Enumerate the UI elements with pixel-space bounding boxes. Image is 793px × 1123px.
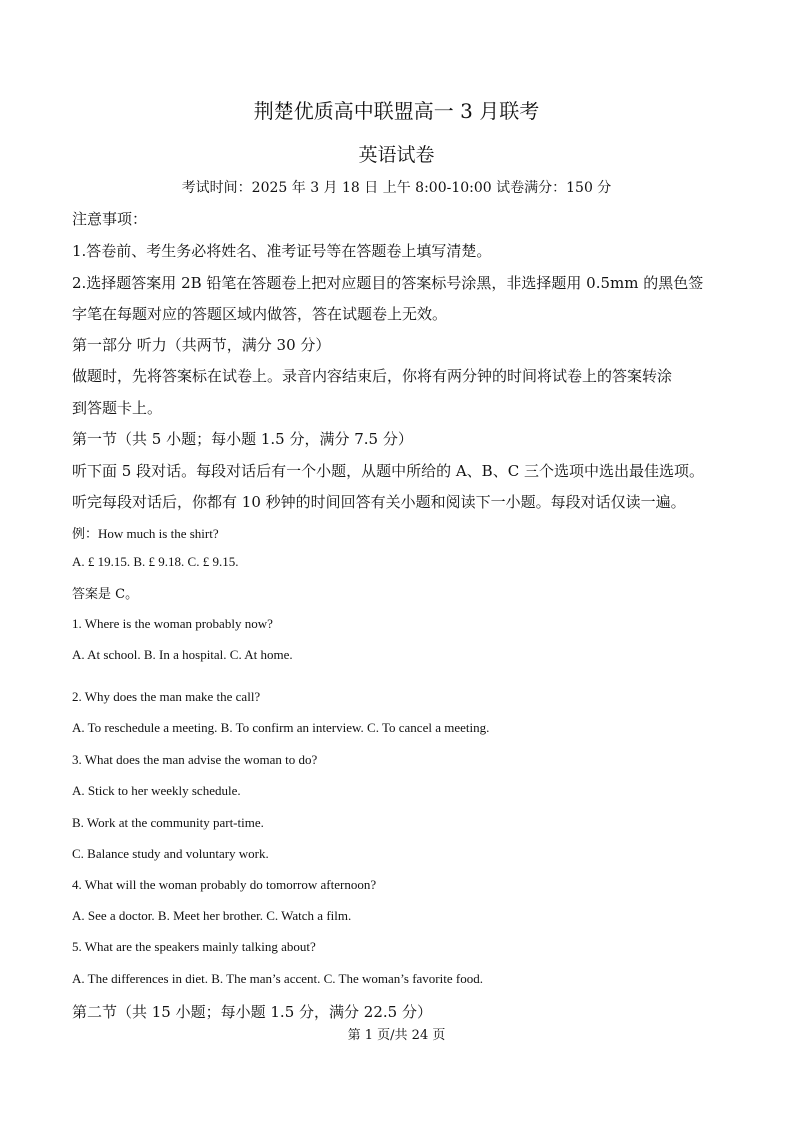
question-4-options: A. See a doctor. B. Meet her brother. C. Watch a film. <box>72 908 352 923</box>
question-3: 3. What does the man advise the woman to do? <box>72 752 318 767</box>
question-1-options: A. At school. B. In a hospital. C. At home. <box>72 647 293 662</box>
section1-instruction-line-1: 听下面 5 段对话。每段对话后有一个小题，从题中所给的 A、B、C 三个选项中选出最佳选项。 <box>72 462 704 480</box>
section1-heading: 第一节（共 5 小题；每小题 1.5 分，满分 7.5 分） <box>72 430 413 448</box>
notice-heading: 注意事项： <box>72 210 148 228</box>
exam-info: 考试时间：2025 年 3 月 18 日 上午 8:00-10:00 试卷满分：150 分 <box>181 180 612 196</box>
question-3-option-b: B. Work at the community part-time. <box>72 815 264 830</box>
part1-heading: 第一部分 听力（共两节，满分 30 分） <box>72 336 331 354</box>
question-3-option-c: C. Balance study and voluntary work. <box>72 846 269 861</box>
exam-subtitle: 英语试卷 <box>358 144 435 166</box>
part1-intro-line-2: 到答题卡上。 <box>72 399 163 417</box>
question-3-option-a: A. Stick to her weekly schedule. <box>72 783 241 798</box>
notice-item-1: 1.答卷前、考生务必将姓名、准考证号等在答题卷上填写清楚。 <box>72 242 492 260</box>
section1-instruction-line-2: 听完每段对话后，你都有 10 秒钟的时间回答有关小题和阅读下一小题。每段对话仅读一遍。 <box>72 493 686 511</box>
notice-item-2-line-2: 字笔在每题对应的答题区域内做答，答在试题卷上无效。 <box>72 305 448 323</box>
notice-item-2-line-1: 2.选择题答案用 2B 铅笔在答题卷上把对应题目的答案标号涂黑，非选择题用 0.5mm 的黑色签 <box>72 274 704 292</box>
exam-title: 荆楚优质高中联盟高一 3 月联考 <box>253 99 540 123</box>
question-1: 1. Where is the woman probably now? <box>72 616 273 631</box>
example-question: 例：How much is the shirt? <box>72 526 219 541</box>
question-4: 4. What will the woman probably do tomorrow afternoon? <box>72 877 377 892</box>
question-2-options: A. To reschedule a meeting. B. To confirm an interview. C. To cancel a meeting. <box>72 720 490 735</box>
question-2: 2. Why does the man make the call? <box>72 689 261 704</box>
part1-intro-line-1: 做题时，先将答案标在试卷上。录音内容结束后，你将有两分钟的时间将试卷上的答案转涂 <box>72 367 673 385</box>
section2-heading: 第二节（共 15 小题；每小题 1.5 分，满分 22.5 分） <box>72 1003 432 1021</box>
example-options: A. £ 19.15. B. £ 9.18. C. £ 9.15. <box>72 554 239 569</box>
example-answer: 答案是 C。 <box>72 587 139 602</box>
page-footer: 第 1 页/共 24 页 <box>347 1028 446 1043</box>
question-5: 5. What are the speakers mainly talking about? <box>72 939 316 954</box>
question-5-options: A. The differences in diet. B. The man’s accent. C. The woman’s favorite food. <box>72 971 483 986</box>
